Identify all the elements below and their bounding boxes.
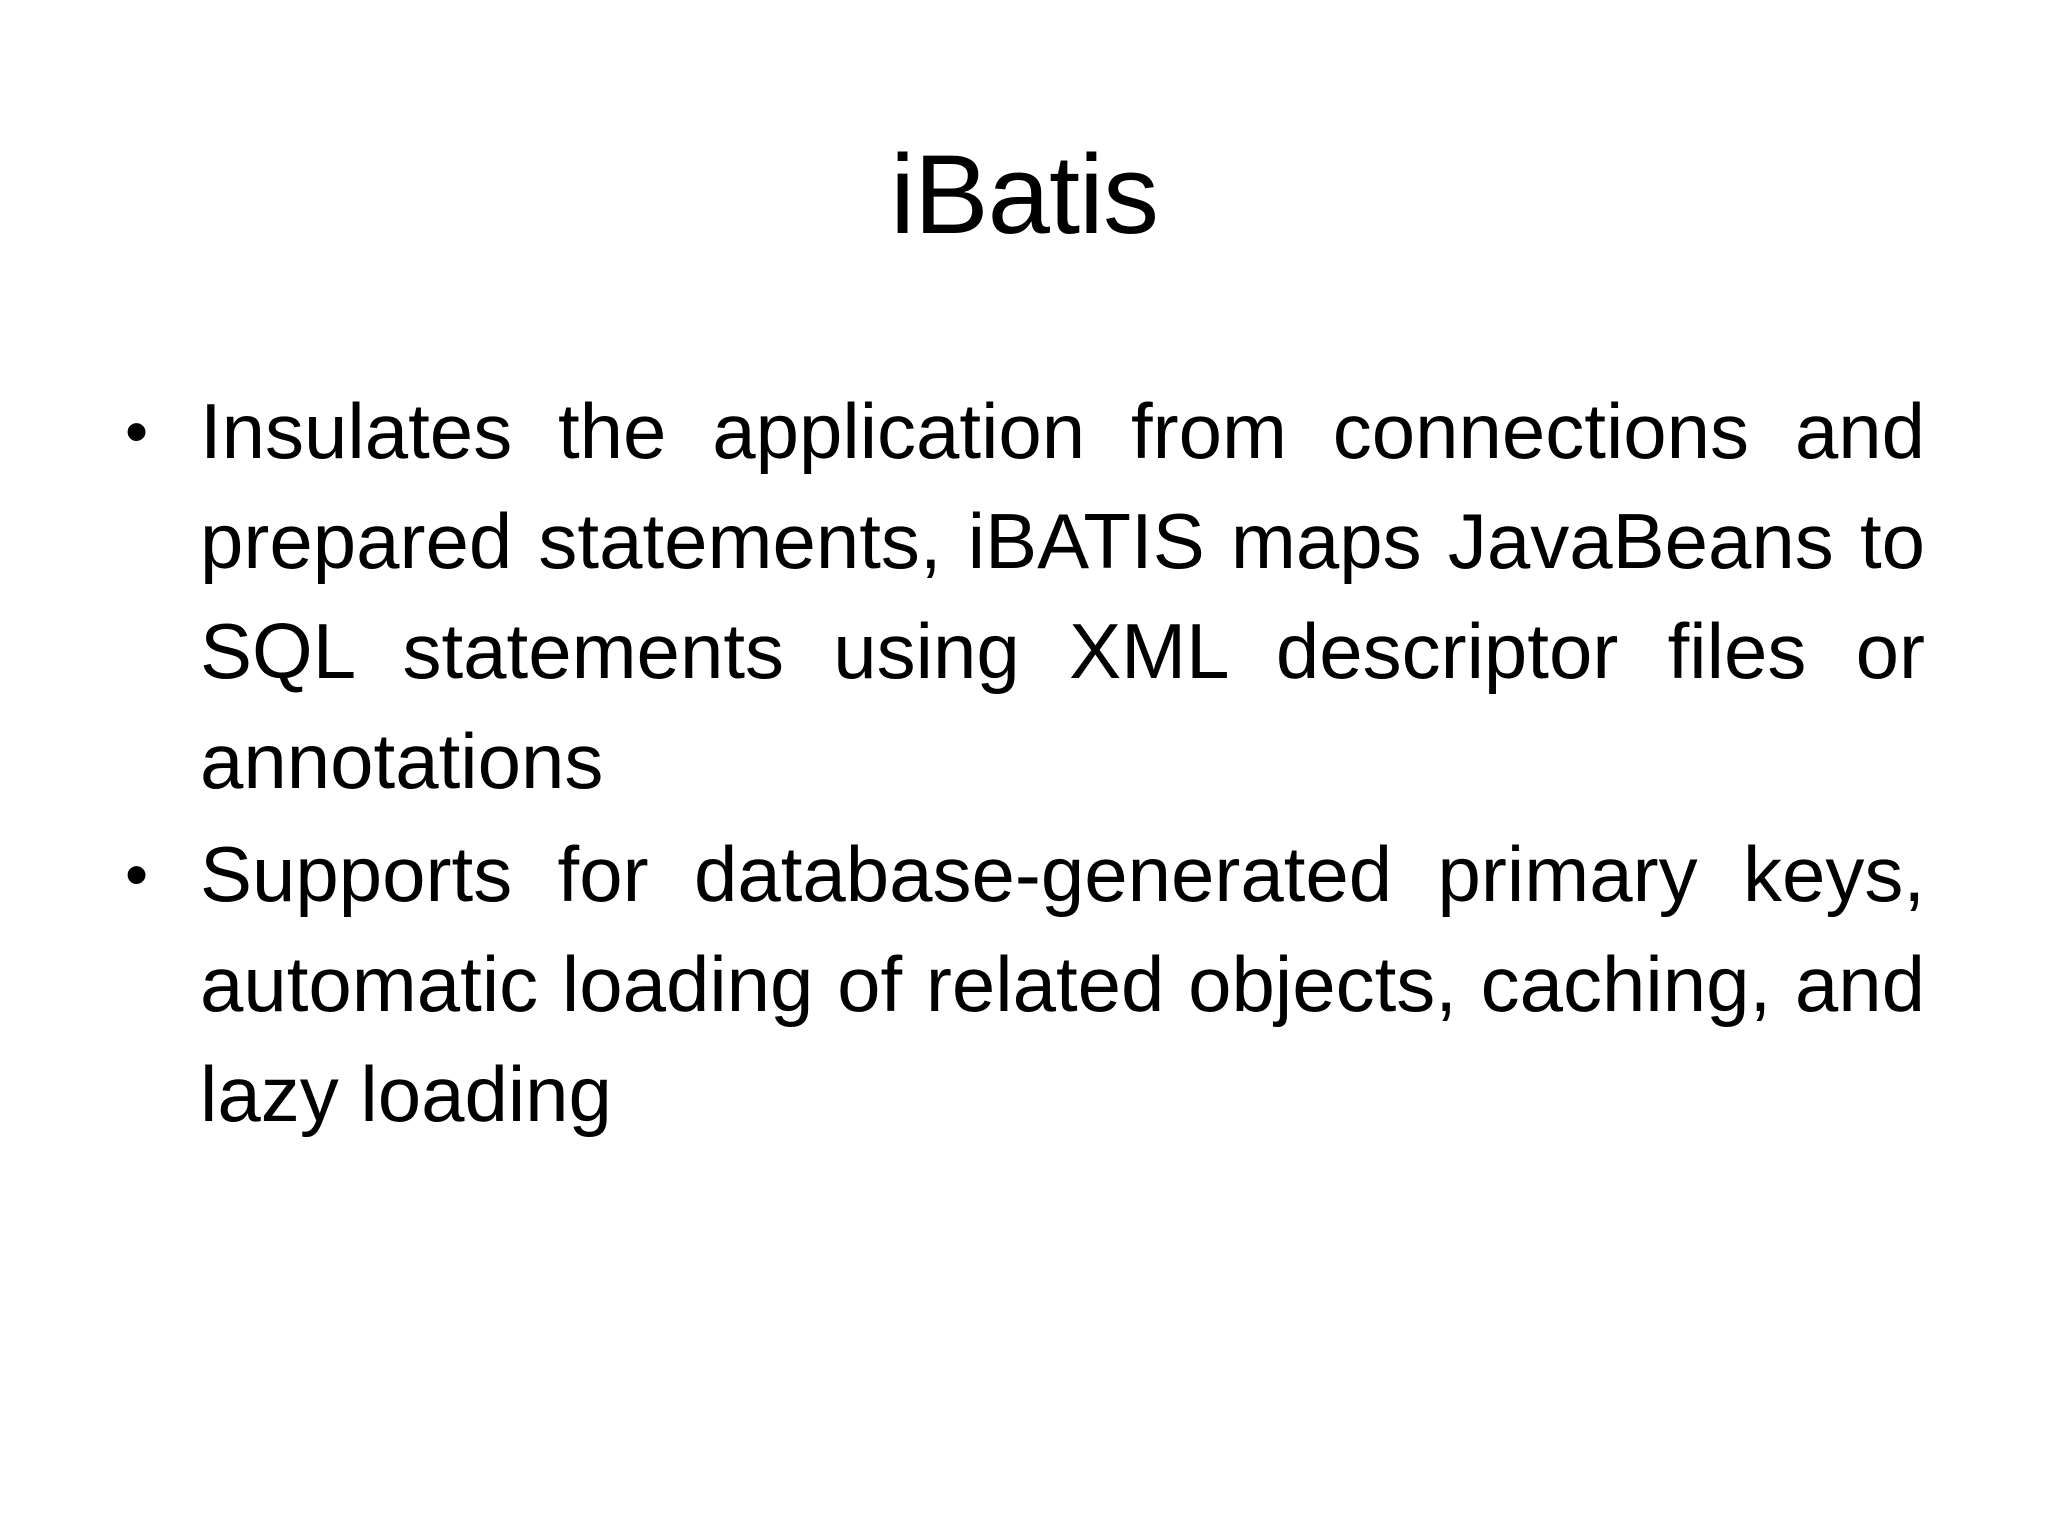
bullet-list [125, 376, 1925, 1152]
bullet-item [125, 376, 1925, 816]
bullet-item [125, 819, 1925, 1149]
bullet-text: Insulates the application from connections and prepared statements, iBATIS maps JavaBeans to SQL statements using XML descriptor files or annotations [200, 387, 1925, 805]
bullet-dot-icon: • [125, 837, 149, 911]
bullet-dot-icon: • [125, 394, 149, 468]
bullet-text: Supports for database-generated primary keys, automatic loading of related objects, caching, and lazy loading [200, 830, 1925, 1138]
slide-title: iBatis [890, 132, 1158, 257]
